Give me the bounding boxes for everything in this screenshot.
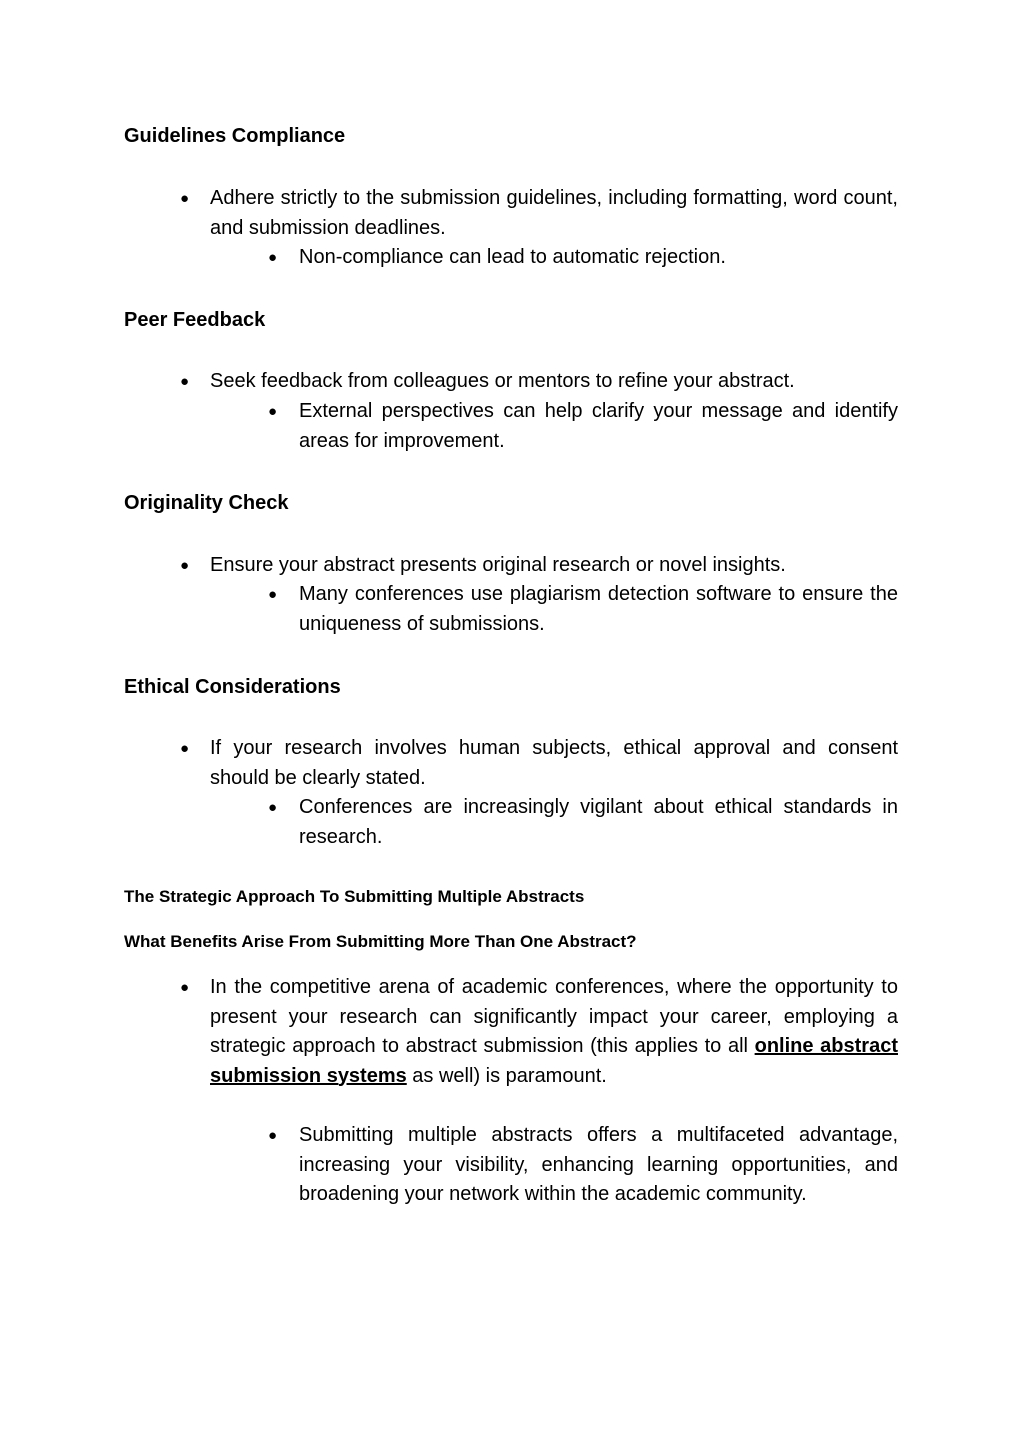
- sub-bullet-item: [268, 793, 898, 852]
- bullet-icon: ●: [180, 190, 190, 207]
- bullet-text-after-link: as well) is paramount.: [406, 1064, 607, 1087]
- strategy-heading: The Strategic Approach To Submitting Multiple Abstracts: [124, 887, 585, 906]
- bullet-text: Seek feedback from colleagues or mentors to refine your abstract.: [210, 370, 795, 392]
- section-peer-feedback: [124, 308, 898, 332]
- bullet-icon: ●: [268, 249, 278, 266]
- sub-bullet-item: [268, 580, 898, 639]
- sub-bullet-text: Conferences are increasingly vigilant about ethical standards in research.: [299, 796, 898, 848]
- bullet-icon: ●: [180, 557, 190, 574]
- strategy-subheading-block: [124, 931, 898, 953]
- bullet-text: If your research involves human subjects, ethical approval and consent should be clearly stated.: [210, 737, 898, 789]
- bullet-icon: ●: [268, 403, 278, 420]
- sub-bullet-text: Submitting multiple abstracts offers a multifaceted advantage, increasing your visibility, enhancing learning opportunities, and broadening your network within the academic community.: [299, 1124, 898, 1205]
- section-originality-check: [124, 491, 898, 515]
- bullet-icon: ●: [268, 1127, 278, 1144]
- bullet-item: [180, 184, 898, 243]
- bullet-text: Ensure your abstract presents original research or novel insights.: [210, 554, 786, 576]
- sub-bullet-text: Many conferences use plagiarism detection software to ensure the uniqueness of submissions.: [299, 583, 898, 635]
- sub-bullet-text: External perspectives can help clarify your message and identify areas for improvement.: [299, 400, 898, 452]
- section-guidelines-compliance: [124, 124, 898, 148]
- bullet-item: [180, 973, 898, 1091]
- bullet-item: [180, 367, 898, 397]
- sub-bullet-item: [268, 397, 898, 456]
- strategy-heading-block: [124, 886, 898, 908]
- bullet-icon: ●: [180, 979, 190, 996]
- sub-bullet-item: [268, 243, 898, 273]
- bullet-text: Adhere strictly to the submission guidelines, including formatting, word count, and submission deadlines.: [210, 187, 898, 239]
- bullet-icon: ●: [268, 586, 278, 603]
- bullet-icon: ●: [180, 740, 190, 757]
- bullet-item: [180, 551, 898, 581]
- bullet-item: [180, 734, 898, 793]
- section-heading: Ethical Considerations: [124, 676, 341, 698]
- section-ethical-considerations: [124, 675, 898, 699]
- bullet-icon: ●: [268, 799, 278, 816]
- section-heading: Originality Check: [124, 492, 289, 514]
- bullet-icon: ●: [180, 373, 190, 390]
- sub-bullet-item: [268, 1121, 898, 1210]
- strategy-subheading: What Benefits Arise From Submitting More Than One Abstract?: [124, 932, 637, 951]
- section-heading: Guidelines Compliance: [124, 125, 346, 147]
- online-abstract-submission-link[interactable]: online abstract submission systems: [210, 1035, 898, 1087]
- sub-bullet-text: Non-compliance can lead to automatic rejection.: [299, 246, 726, 268]
- section-heading: Peer Feedback: [124, 309, 266, 331]
- bullet-text-before-link: In the competitive arena of academic conferences, where the opportunity to present your research can significantly impact your career, employing a strategic approach to abstract submission (this applies to all: [210, 976, 898, 1057]
